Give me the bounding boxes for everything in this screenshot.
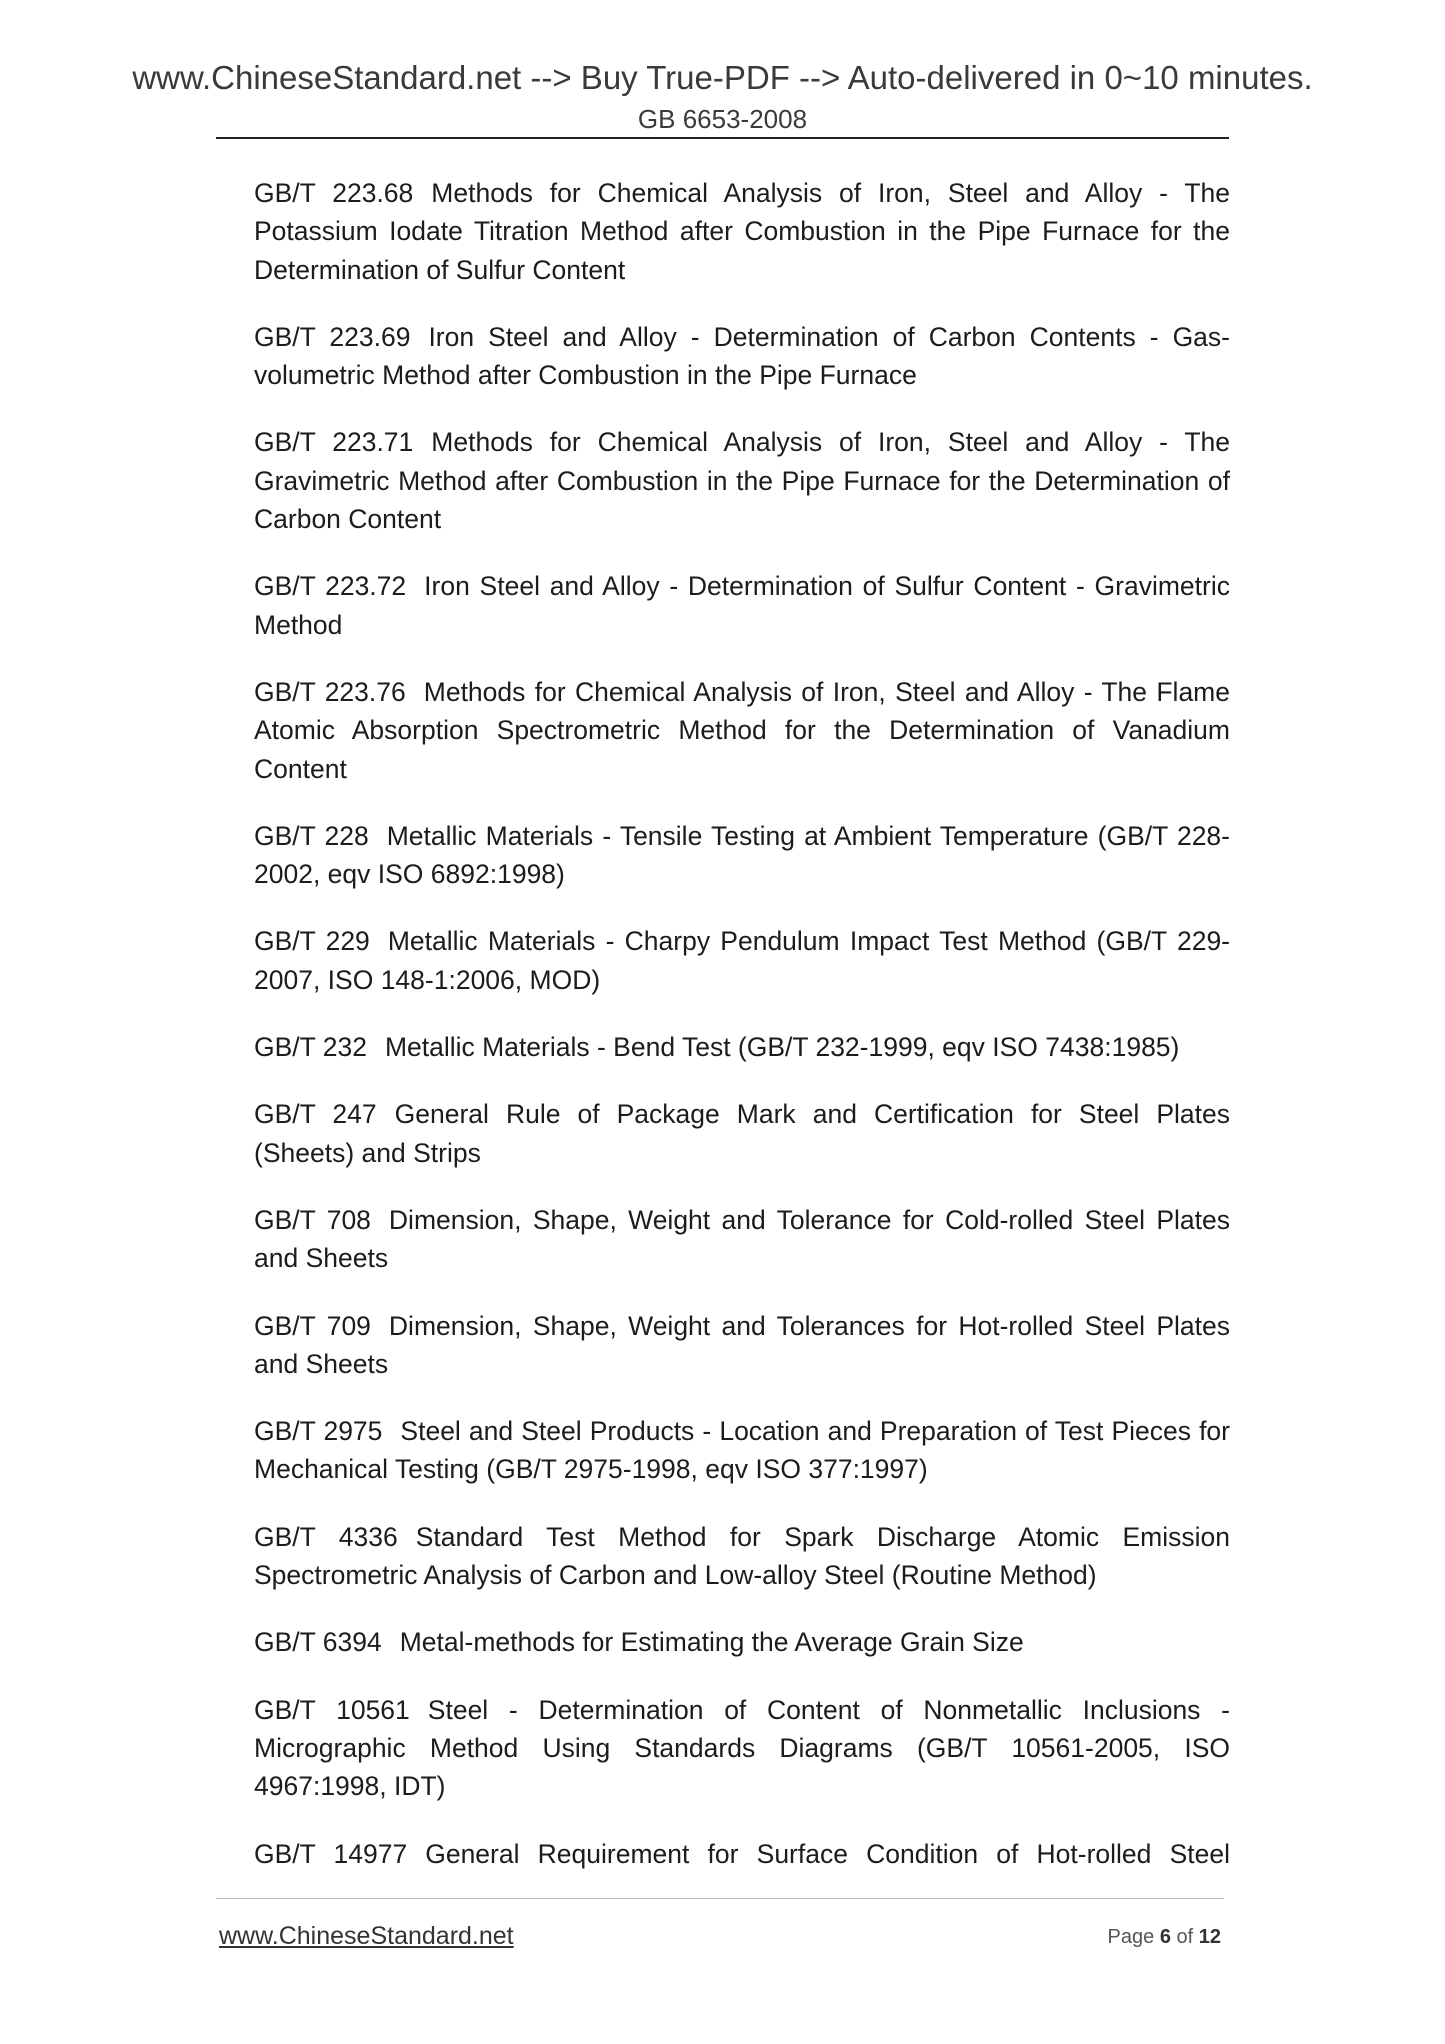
reference-title: Methods for Chemical Analysis of Iron, Steel and Alloy - The Gravimetric Method after Combustion in the Pipe Furnace for the Determination of Carbon Content	[254, 427, 1230, 535]
reference-code: GB/T 14977	[254, 1838, 408, 1869]
reference-title: Metallic Materials - Charpy Pendulum Impact Test Method (GB/T 229-2007, ISO 148-1:2006, MOD)	[254, 926, 1231, 995]
reference-code: GB/T 4336	[254, 1521, 398, 1552]
reference-code: GB/T 10561	[254, 1694, 410, 1725]
footer-website-link[interactable]: www.ChineseStandard.net	[219, 1922, 514, 1950]
reference-code: GB/T 232	[254, 1032, 367, 1063]
reference-title: Dimension, Shape, Weight and Tolerance for Cold-rolled Steel Plates and Sheets	[254, 1204, 1230, 1274]
reference-item	[254, 174, 1230, 289]
footer-divider	[216, 1898, 1224, 1899]
page-number	[1108, 1925, 1221, 1949]
header-divider	[216, 137, 1229, 139]
reference-title: Methods for Chemical Analysis of Iron, Steel and Alloy - The Flame Atomic Absorption Spectrometric Method for the Determination of Vanadium Content	[254, 676, 1230, 784]
reference-title: Steel - Determination of Content of Nonmetallic Inclusions - Micrographic Method Using Standards Diagrams (GB/T 10561-2005, ISO 4967:1998, IDT)	[254, 1694, 1230, 1802]
reference-item-continued	[254, 1835, 1230, 1873]
reference-title: Steel and Steel Products - Location and Preparation of Test Pieces for Mechanical Testing (GB/T 2975-1998, eqv ISO 377:1997)	[254, 1416, 1230, 1485]
reference-code: GB/T 223.72	[254, 571, 407, 602]
reference-title: General Rule of Package Mark and Certification for Steel Plates (Sheets) and Strips	[254, 1099, 1231, 1168]
reference-title: General Requirement for Surface Condition of Hot-rolled Steel	[425, 1838, 1230, 1869]
reference-code: GB/T 229	[254, 926, 370, 957]
normative-references-list	[254, 174, 1230, 1873]
page-current: 6	[1159, 1926, 1171, 1948]
page-total: 12	[1198, 1926, 1221, 1948]
reference-item	[254, 1518, 1230, 1595]
reference-code: GB/T 6394	[254, 1627, 382, 1658]
reference-code: GB/T 228	[254, 820, 369, 851]
reference-code: GB/T 2975	[254, 1416, 383, 1447]
reference-item	[254, 1307, 1230, 1384]
reference-code: GB/T 709	[254, 1310, 371, 1341]
reference-title: Dimension, Shape, Weight and Tolerances for Hot-rolled Steel Plates and Sheets	[254, 1310, 1230, 1379]
reference-item	[254, 1095, 1230, 1172]
reference-item	[254, 1623, 1230, 1661]
reference-title: Metallic Materials - Bend Test (GB/T 232-1999, eqv ISO 7438:1985)	[384, 1032, 1180, 1063]
reference-item	[254, 817, 1230, 894]
reference-item	[254, 423, 1230, 538]
page-separator: of	[1176, 1926, 1194, 1948]
reference-title: Iron Steel and Alloy - Determination of Carbon Contents - Gas-volumetric Method after Combustion in the Pipe Furnace	[254, 321, 1230, 391]
reference-item	[254, 673, 1230, 788]
page-prefix: Page	[1107, 1926, 1155, 1948]
reference-title: Metallic Materials - Tensile Testing at Ambient Temperature (GB/T 228-2002, eqv ISO 6892:1998)	[254, 820, 1230, 890]
document-id: GB 6653-2008	[637, 104, 808, 134]
reference-item	[254, 1412, 1230, 1489]
reference-item	[254, 1201, 1230, 1278]
reference-code: GB/T 247	[254, 1099, 377, 1130]
reference-item	[254, 567, 1230, 644]
reference-title: Standard Test Method for Spark Discharge Atomic Emission Spectrometric Analysis of Carbon and Low-alloy Steel (Routine Method)	[254, 1521, 1230, 1591]
reference-title: Iron Steel and Alloy - Determination of Sulfur Content - Gravimetric Method	[254, 571, 1230, 640]
reference-title: Methods for Chemical Analysis of Iron, Steel and Alloy - The Potassium Iodate Titration Method after Combustion in the Pipe Furnace for the Determination of Sulfur Content	[254, 178, 1230, 285]
reference-code: GB/T 708	[254, 1204, 371, 1235]
reference-item	[254, 1028, 1230, 1066]
reference-item	[254, 1691, 1230, 1806]
reference-item	[254, 922, 1230, 999]
reference-code: GB/T 223.69	[254, 321, 411, 352]
reference-item	[254, 318, 1230, 395]
reference-code: GB/T 223.71	[254, 427, 414, 458]
reference-code: GB/T 223.76	[254, 676, 406, 707]
reference-title: Metal-methods for Estimating the Average Grain Size	[399, 1627, 1024, 1658]
reference-code: GB/T 223.68	[254, 178, 414, 208]
promo-banner[interactable]: www.ChineseStandard.net --> Buy True-PDF --> Auto-delivered in 0~10 minutes.	[132, 59, 1313, 96]
